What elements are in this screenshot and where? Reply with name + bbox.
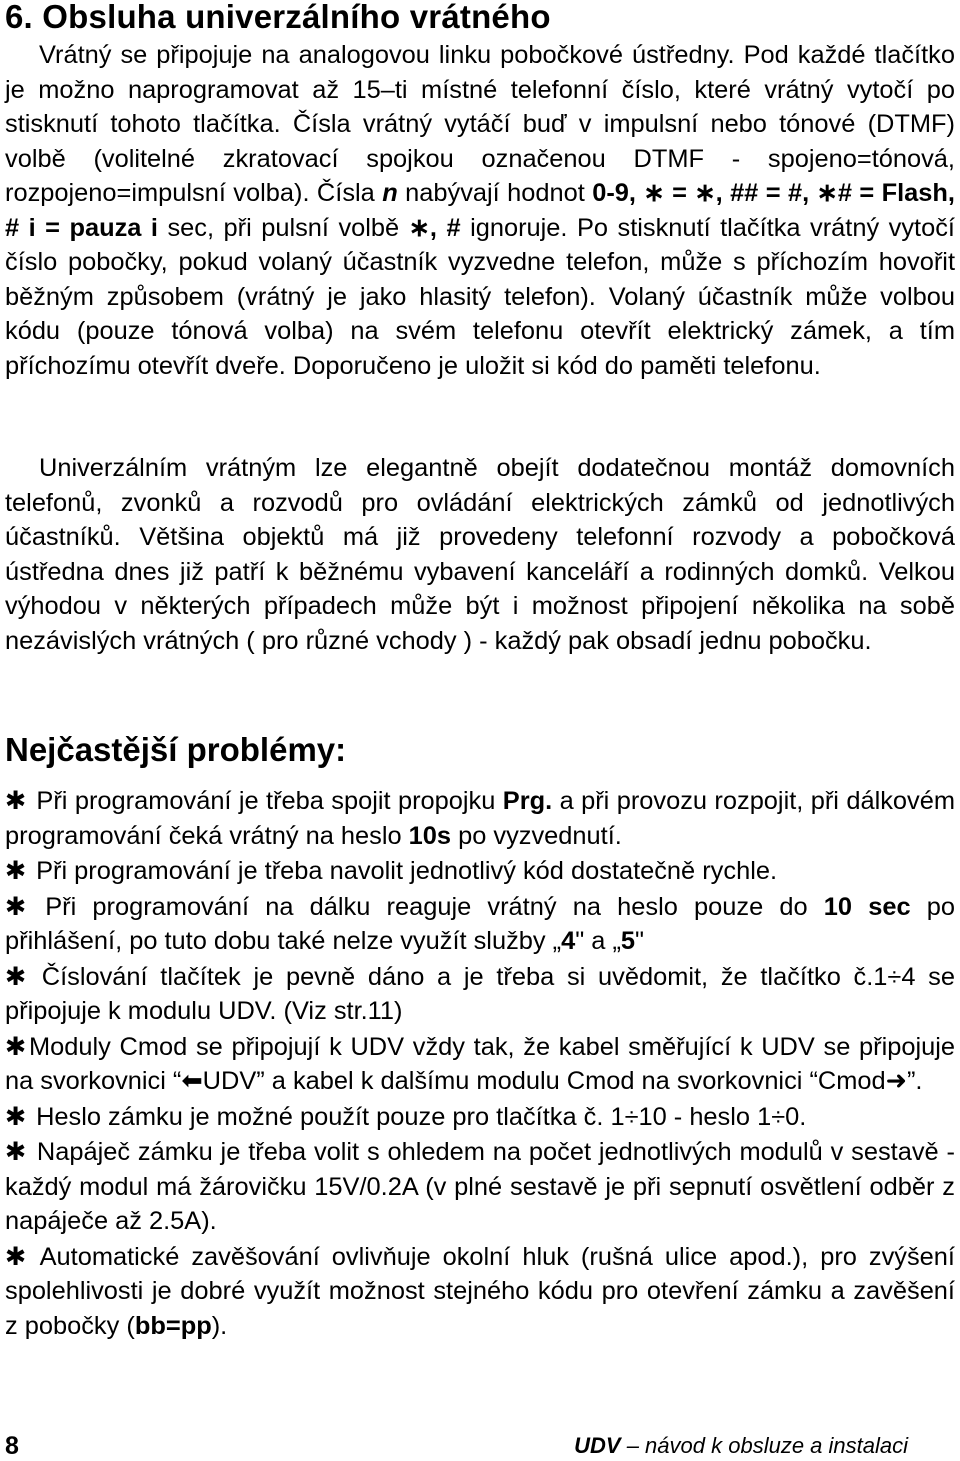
- asterisk-bullet-icon: ✱: [5, 855, 27, 885]
- item-text: Při programování je třeba navolit jednotlivý kód dostatečně rychle.: [36, 857, 778, 885]
- variable-n: n: [382, 179, 398, 207]
- footer-title-product: UDV: [574, 1433, 621, 1458]
- paragraph-2: Univerzálním vrátným lze elegantně obejít dodatečnou montáž domovních telefonů, zvonků a rozvodů pro ovládání elektrických zámků od jednotlivých účastníků. Většina objektů má již provedeny telefonní rozvody a pobočková ústředna dnes již patří k běžnému vybavení kanceláří a rodinných domků. Velkou výhodou v některých případech může být i možnost připojení několika na sobě nezávislých vrátných ( pro různé vchody ) - každý pak obsadí jednu pobočku.: [5, 454, 955, 655]
- list-item: [5, 959, 955, 1029]
- item-text: Při programování je třeba spojit propojku: [36, 787, 503, 815]
- item-text: Napáječ zámku je třeba volit s ohledem na počet jednotlivých modulů v sestavě - každý modul má žárovičku 15V/0.2A (v plné sestavě je při sepnutí osvětlení odběr z napáječe až 2.5A).: [5, 1138, 955, 1235]
- item-text: " a „: [575, 927, 621, 955]
- ignored-keys: ∗, #: [408, 213, 461, 242]
- paragraph-1-text: Vrátný se připojuje na analogovou linku pobočkové ústředny. Pod každé tlačítko je možno naprogramovat až 15–ti místné telefonní číslo, které vrátný vytočí po stisknutí tohoto tlačítka. Čísla vrátný vytáčí buď v impulsní nebo tónové (DTMF) volbě (volitelné zkratovací spojkou označenou DTMF - spojeno=tónová, rozpojeno=impulsní volba). Čísla: [5, 41, 955, 207]
- arrow-left-icon: ⬅: [181, 1067, 203, 1095]
- list-item: [5, 1134, 955, 1239]
- code-bb-pp: bb=pp: [134, 1311, 212, 1340]
- arrow-right-icon: ➜: [885, 1067, 907, 1095]
- footer-title: [574, 1433, 908, 1459]
- list-item: [5, 783, 955, 853]
- item-text: ”.: [906, 1067, 923, 1095]
- item-text: Heslo zámku je možné použít pouze pro tlačítka č. 1÷10 - heslo 1÷0.: [36, 1102, 807, 1131]
- item-text: Automatické zavěšování ovlivňuje okolní hluk (rušná ulice apod.), pro zvýšení spolehlivosti je dobré využít možnost stejného kódu pro otevření zámku a zavěšení z pobočky (: [5, 1242, 955, 1340]
- list-item: [5, 1029, 955, 1099]
- section-title: 6. Obsluha univerzálního vrátného: [5, 0, 551, 35]
- item-text: po přihlášení, po tuto dobu také nelze využít služby „: [5, 892, 955, 955]
- item-text: Při programování na dálku reaguje vrátný na heslo pouze do: [45, 892, 824, 921]
- asterisk-bullet-icon: ✱: [5, 1030, 27, 1061]
- item-text: UDV” a kabel k dalšímu modulu Cmod na svorkovnici “Cmod: [202, 1067, 886, 1095]
- paragraph-1-text-3: sec, při pulsní volbě: [157, 213, 409, 242]
- benefits-paragraph: [5, 451, 955, 658]
- problems-list: [5, 783, 955, 1343]
- list-item: [5, 889, 955, 959]
- list-item: [5, 1099, 955, 1135]
- item-text: Moduly Cmod se připojují k UDV vždy tak, že kabel směřující k UDV se připojuje na svorkovnici “: [5, 1032, 955, 1095]
- asterisk-bullet-icon: ✱: [5, 890, 27, 921]
- item-text: po vyzvednutí.: [451, 821, 622, 850]
- paragraph-1-text-2: nabývají hodnot: [397, 179, 593, 207]
- list-item: [5, 853, 955, 889]
- item-text: Číslování tlačítek je pevně dáno a je třeba si uvědomit, že tlačítko č.1÷4 se připojuje k modulu UDV. (Viz str.11): [5, 962, 956, 1025]
- asterisk-bullet-icon: ✱: [5, 1136, 27, 1166]
- asterisk-bullet-icon: ✱: [5, 1240, 27, 1271]
- item-text: ": [635, 927, 645, 955]
- asterisk-bullet-icon: ✱: [5, 785, 27, 815]
- paragraph-1: [5, 38, 955, 383]
- paragraph-1-text-4: ignoruje. Po stisknutí tlačítka vrátný vytočí číslo pobočky, pokud volaný účastník vyzvedne telefon, může s příchozím hovořit běžným způsobem (vrátný je jako hlasitý telefon). Volaný účastník může volbou kódu (pouze tónová volba) na svém telefonu otevřít elektrický zámek, a tím příchozímu otevřít dveře. Doporučeno je uložit si kód do paměti telefonu.: [5, 213, 955, 380]
- timeout-10-sec: 10 sec: [823, 892, 911, 921]
- prg-jumper: Prg.: [502, 787, 553, 815]
- problems-heading: Nejčastější problémy:: [5, 731, 347, 768]
- service-4: 4: [561, 927, 576, 955]
- timeout-10s: 10s: [408, 821, 452, 850]
- asterisk-bullet-icon: ✱: [5, 960, 27, 991]
- asterisk-bullet-icon: ✱: [5, 1100, 27, 1131]
- digits-range: 0-9,: [592, 179, 636, 207]
- dial-codes: ∗ = ∗, ## = #, ∗# = Flash, # i = pauza i: [5, 179, 955, 242]
- list-item: [5, 1239, 955, 1344]
- page-number: 8: [5, 1432, 19, 1460]
- item-text: ).: [211, 1311, 228, 1340]
- service-5: 5: [620, 927, 636, 955]
- footer-title-rest: – návod k obsluze a instalaci: [620, 1433, 908, 1458]
- intro-paragraph: [5, 38, 955, 383]
- item-text: a při provozu rozpojit, při dálkovém programování čeká vrátný na heslo: [5, 787, 955, 850]
